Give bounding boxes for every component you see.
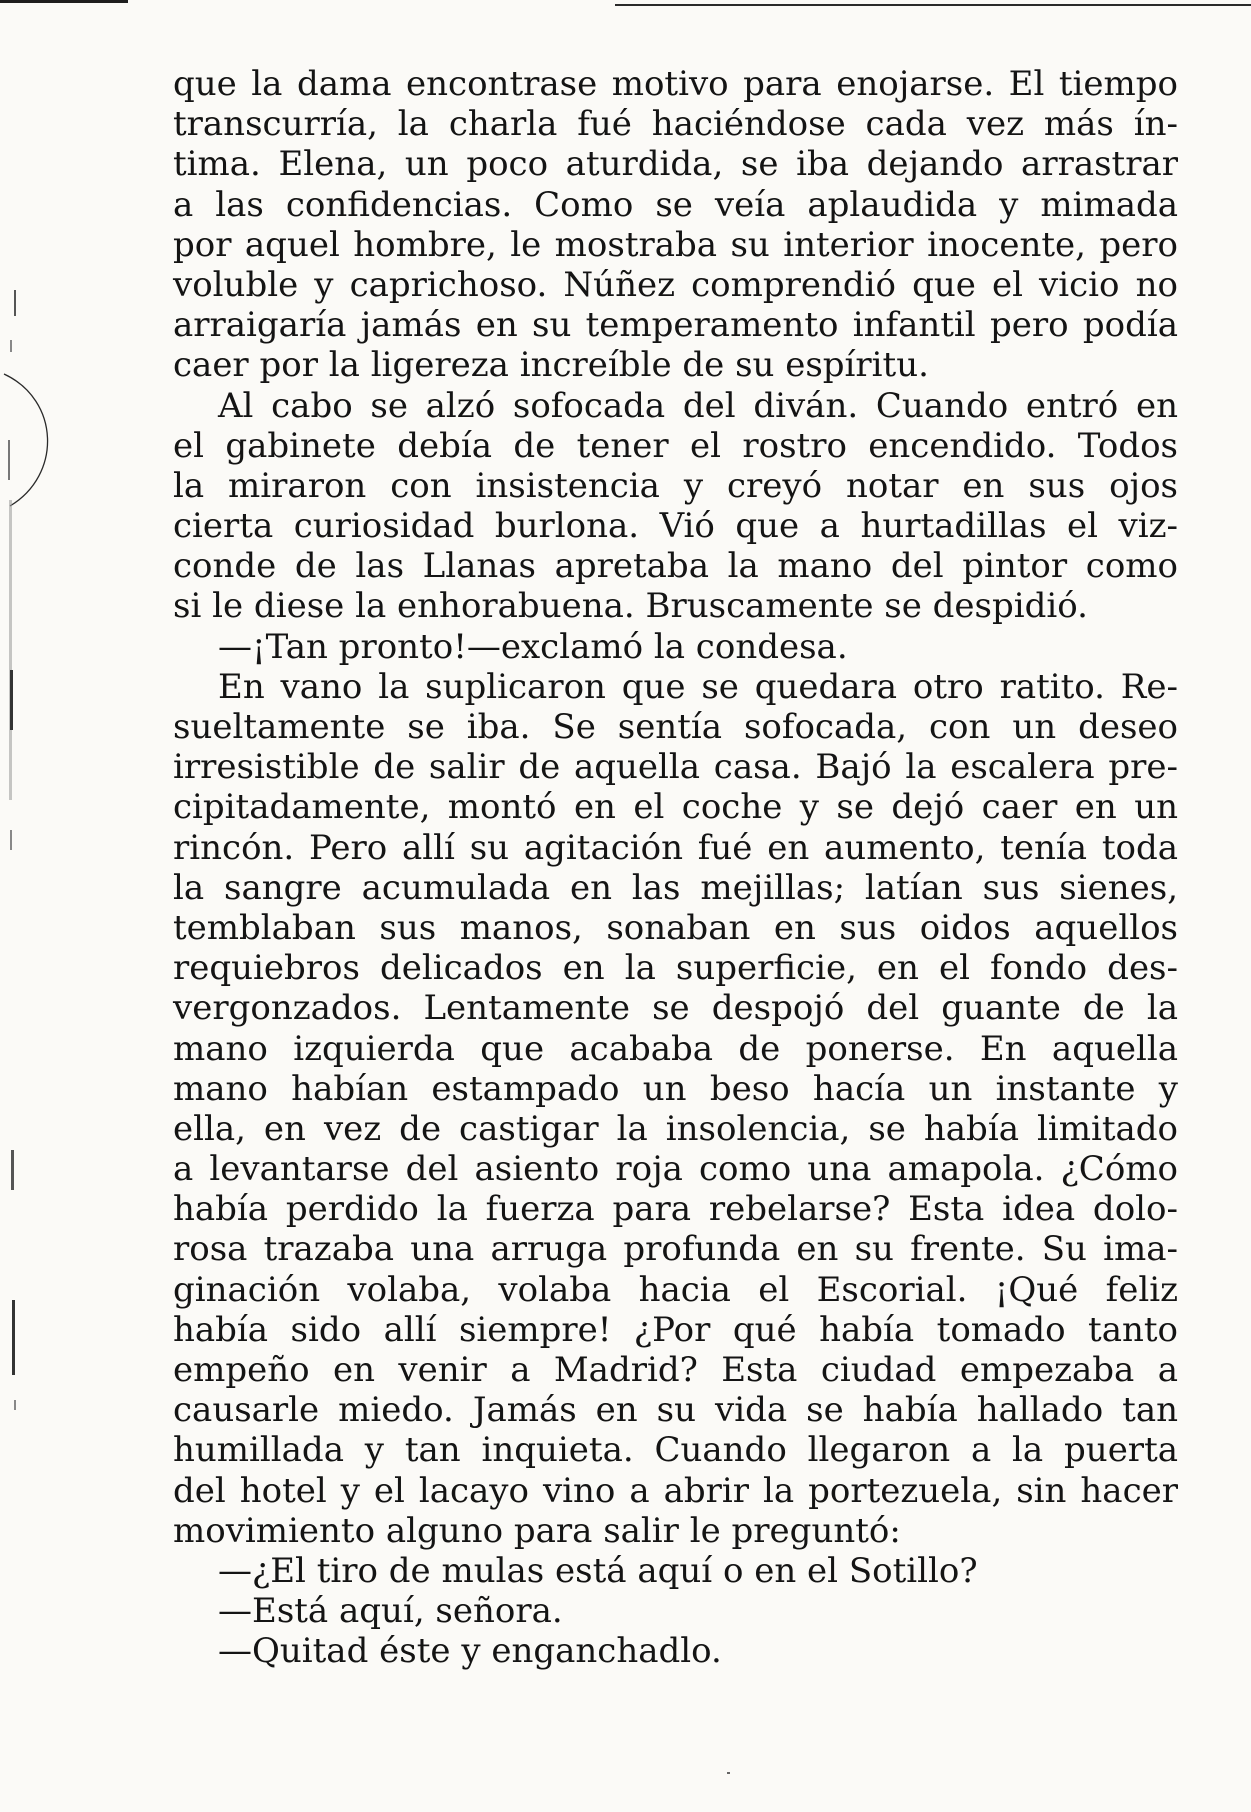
top-rule-right xyxy=(615,4,1251,6)
text-line: Al cabo se alzó sofocada del diván. Cuando entró en xyxy=(218,385,1178,426)
top-rule-left xyxy=(0,0,128,3)
text-line: humillada y tan inquieta. Cuando llegaron a la puerta xyxy=(173,1430,1178,1471)
book-page-text xyxy=(173,64,1178,1672)
text-line: —Está aquí, señora. xyxy=(218,1591,563,1632)
text-line: empeño en venir a Madrid? Esta ciudad empezaba a xyxy=(173,1350,1178,1390)
text-line: ella, en vez de castigar la insolencia, se había limitado xyxy=(173,1108,1178,1149)
text-line: temblaban sus manos, sonaban en sus oidos aquellos xyxy=(173,907,1178,948)
text-line: ginación volaba, volaba hacia el Escorial. ¡Qué feliz xyxy=(173,1269,1178,1310)
text-line: irresistible de salir de aquella casa. Bajó la escalera pre- xyxy=(173,747,1178,788)
binding-specks xyxy=(0,290,30,1580)
text-line: que la dama encontrase motivo para enojarse. El tiempo xyxy=(173,64,1178,104)
text-line: tima. Elena, un poco aturdida, se iba dejando arrastrar xyxy=(173,144,1178,185)
text-line: había perdido la fuerza para rebelarse? Esta idea dolo- xyxy=(173,1189,1178,1230)
text-line: la sangre acumulada en las mejillas; latían sus sienes, xyxy=(173,867,1178,908)
text-line: mano habían estampado un beso hacía un instante y xyxy=(173,1068,1178,1109)
text-line: movimiento alguno para salir le preguntó: xyxy=(173,1510,901,1551)
text-line: En vano la suplicaron que se quedara otro ratito. Re- xyxy=(218,666,1178,707)
text-line: requiebros delicados en la superficie, en el fondo des- xyxy=(173,948,1178,989)
text-line: voluble y caprichoso. Núñez comprendió que el vicio no xyxy=(173,264,1178,305)
text-line: si le diese la enhorabuena. Bruscamente se despidió. xyxy=(173,586,1088,627)
page-speck xyxy=(727,1772,730,1774)
text-line: —¿El tiro de mulas está aquí o en el Sotillo? xyxy=(218,1550,978,1591)
text-line: causarle miedo. Jamás en su vida se había hallado tan xyxy=(173,1390,1178,1431)
text-line: la miraron con insistencia y creyó notar en sus ojos xyxy=(173,465,1178,506)
text-line: conde de las Llanas apretaba la mano del pintor como xyxy=(173,546,1178,587)
text-line: sueltamente se iba. Se sentía sofocada, con un deseo xyxy=(173,707,1178,747)
text-line: caer por la ligereza increíble de su espíritu. xyxy=(173,345,929,386)
text-line: cipitadamente, montó en el coche y se dejó caer en un xyxy=(173,787,1178,828)
text-line: arraigaría jamás en su temperamento infantil pero podía xyxy=(173,305,1178,346)
text-line: mano izquierda que acababa de ponerse. En aquella xyxy=(173,1028,1178,1069)
text-line: había sido allí siempre! ¿Por qué había tomado tanto xyxy=(173,1309,1178,1350)
text-line: a levantarse del asiento roja como una amapola. ¿Cómo xyxy=(173,1149,1178,1190)
text-line: por aquel hombre, le mostraba su interior inocente, pero xyxy=(173,224,1178,265)
text-line: vergonzados. Lentamente se despojó del guante de la xyxy=(173,988,1178,1029)
text-line: del hotel y el lacayo vino a abrir la portezuela, sin hacer xyxy=(173,1470,1178,1511)
text-line: —¡Tan pronto!—exclamó la condesa. xyxy=(218,626,848,667)
text-line: transcurría, la charla fué haciéndose cada vez más ín- xyxy=(173,104,1178,145)
text-line: a las confidencias. Como se veía aplaudida y mimada xyxy=(173,184,1178,225)
text-line: cierta curiosidad burlona. Vió que a hurtadillas el viz- xyxy=(173,506,1178,547)
text-line: rincón. Pero allí su agitación fué en aumento, tenía toda xyxy=(173,827,1178,868)
text-line: rosa trazaba una arruga profunda en su frente. Su ima- xyxy=(173,1229,1178,1270)
text-line: el gabinete debía de tener el rostro encendido. Todos xyxy=(173,425,1178,466)
text-line: —Quitad éste y enganchadlo. xyxy=(218,1631,722,1672)
